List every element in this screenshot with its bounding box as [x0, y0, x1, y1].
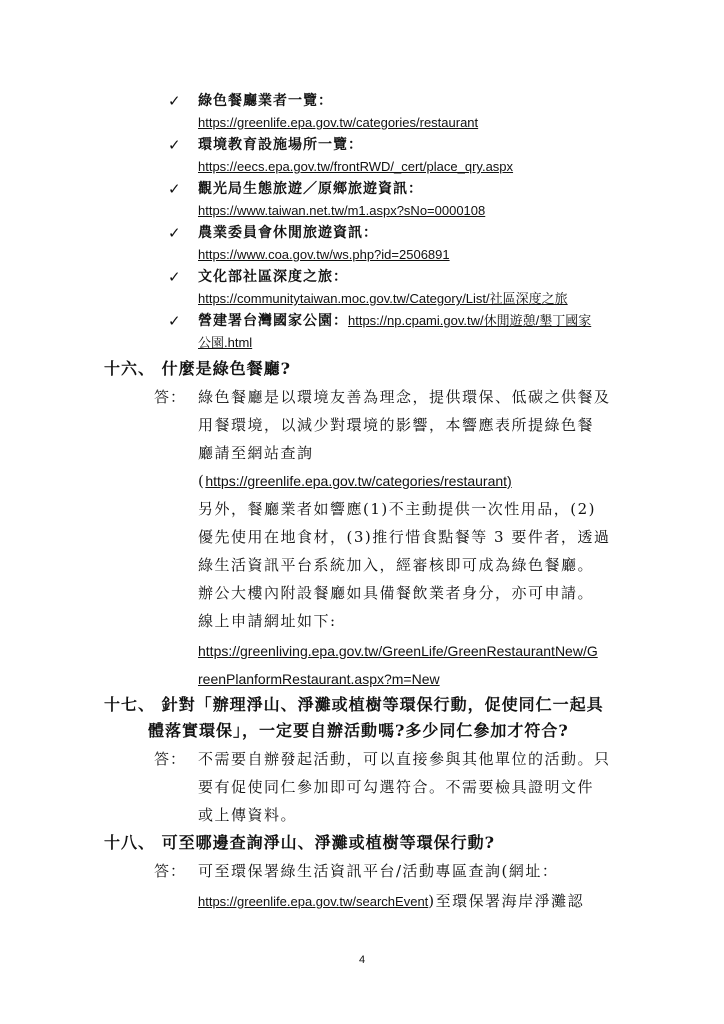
answer-line: 另外，餐廳業者如響應(1)不主動提供一次性用品，(2) — [198, 500, 596, 518]
greenlife-restaurant-link[interactable]: https://greenlife.epa.gov.tw/categories/restaurant) — [205, 473, 512, 489]
answer-line: 辦公大樓內附設餐廳如具備餐飲業者身分，亦可申請。 — [198, 584, 595, 602]
checkmark-icon: ✓ — [168, 268, 181, 286]
answer-line: 綠生活資訊平台系統加入，經審核即可成為綠色餐廳。 — [198, 556, 595, 574]
question-18-title: 十八、 可至哪邊查詢淨山、淨灘或植樹等環保行動? — [104, 833, 495, 852]
checkmark-icon: ✓ — [168, 312, 181, 330]
answer-line: 優先使用在地食材，(3)推行惜食點餐等 3 要件者，透過 — [198, 528, 611, 546]
list-item-link[interactable]: https://greenlife.epa.gov.tw/categories/restaurant — [198, 115, 479, 130]
list-item-link[interactable]: https://www.coa.gov.tw/ws.php?id=2506891 — [198, 247, 450, 262]
open-paren: ( — [198, 472, 206, 490]
answer-line: 綠色餐廳是以環境友善為理念，提供環保、低碳之供餐及 — [198, 388, 611, 406]
question-16-title: 十六、 什麼是綠色餐廳? — [104, 359, 291, 378]
checkmark-icon: ✓ — [168, 180, 181, 198]
list-item-title — [198, 310, 591, 332]
checkmark-icon: ✓ — [168, 136, 181, 154]
list-item-link[interactable]: https://np.cpami.gov.tw/休閒遊憩/墾丁國家 — [348, 313, 592, 328]
apply-link[interactable]: https://greenliving.epa.gov.tw/GreenLife/GreenRestaurantNew/G — [198, 643, 598, 659]
question-17-title-continued: 體落實環保」，一定要自辦活動嗎?多少同仁參加才符合? — [148, 721, 569, 740]
answer-line: 用餐環境，以減少對環境的影響，本響應表所提綠色餐 — [198, 416, 595, 434]
answer-label: 答： — [154, 862, 187, 880]
search-event-link[interactable]: https://greenlife.epa.gov.tw/searchEvent — [198, 894, 429, 909]
answer-line-tail: )至環保署海岸淨灘認 — [428, 892, 585, 910]
list-item-title-text: 營建署台灣國家公園： — [198, 313, 348, 329]
checkmark-icon: ✓ — [168, 92, 181, 110]
question-17-title: 十七、 針對「辦理淨山、淨灘或植樹等環保行動，促使同仁一起具 — [104, 695, 604, 714]
list-item-title: 觀光局生態旅遊／原鄉旅遊資訊： — [198, 181, 423, 197]
list-item-title: 文化部社區深度之旅： — [198, 269, 348, 285]
list-item-title: 綠色餐廳業者一覽： — [198, 93, 333, 109]
answer-label: 答： — [154, 388, 187, 406]
answer-line: 或上傳資料。 — [198, 806, 298, 824]
answer-line: 要有促使同仁參加即可勾選符合。不需要檢具證明文件 — [198, 778, 595, 796]
answer-line: 不需要自辦發起活動，可以直接參與其他單位的活動。只 — [198, 750, 611, 768]
answer-line: 廳請至網站查詢 — [198, 444, 314, 462]
answer-line: 可至環保署綠生活資訊平台/活動專區查詢(網址： — [198, 862, 559, 880]
list-item-link-continued[interactable]: 公園.html — [198, 335, 253, 350]
answer-link-line — [198, 888, 584, 915]
answer-line: 線上申請網址如下: — [198, 612, 337, 630]
apply-link-continued[interactable]: reenPlanformRestaurant.aspx?m=New — [198, 671, 440, 687]
list-item-link[interactable]: https://communitytaiwan.moc.gov.tw/Category/List/社區深度之旅 — [198, 291, 568, 306]
page-number: 4 — [358, 954, 366, 966]
list-item-title: 農業委員會休閒旅遊資訊： — [198, 225, 378, 241]
answer-link-line — [198, 468, 512, 494]
list-item-link[interactable]: https://www.taiwan.net.tw/m1.aspx?sNo=0000108 — [198, 203, 486, 218]
list-item-title: 環境教育設施場所一覽： — [198, 137, 363, 153]
checkmark-icon: ✓ — [168, 224, 181, 242]
answer-label: 答： — [154, 750, 187, 768]
list-item-link[interactable]: https://eecs.epa.gov.tw/frontRWD/_cert/place_qry.aspx — [198, 159, 514, 174]
